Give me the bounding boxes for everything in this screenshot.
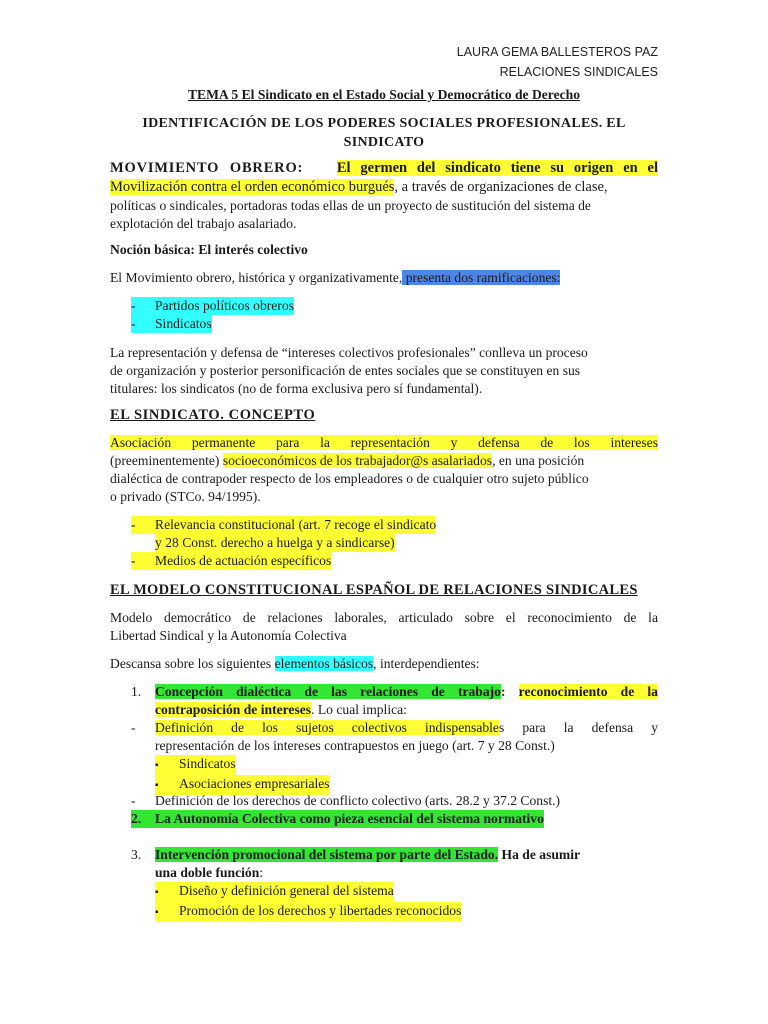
- list-item-continued: y 28 Const. derecho a huelga y a sindicarse): [155, 535, 395, 550]
- document-title: TEMA 5 El Sindicato en el Estado Social y Democrático de Derecho: [187, 87, 581, 102]
- modelo-heading: EL MODELO CONSTITUCIONAL ESPAÑOL DE RELACIONES SINDICALES: [110, 582, 638, 598]
- highlight-elementos: elementos básicos: [274, 656, 374, 671]
- descansa-line: Descansa sobre los siguientes elementos básicos, interdependientes:: [110, 656, 480, 671]
- highlight-autonomia: 2. La Autonomía Colectiva como pieza esencial del sistema normativo: [131, 811, 544, 826]
- list-item: - Medios de actuación específicos: [131, 553, 332, 568]
- section-subtitle: IDENTIFICACIÓN DE LOS PODERES SOCIALES PROFESIONALES. EL SINDICATO: [142, 116, 626, 150]
- list-item: ▪ Asociaciones empresariales: [155, 775, 330, 795]
- list-item: ▪ Promoción de los derechos y libertades reconocidos: [155, 902, 461, 922]
- highlight-socioeconomicos: socioeconómicos de los trabajador@s asalariados: [222, 453, 493, 468]
- definicion-sujetos: - Definición de los sujetos colectivos indispensables para la defensa y representación de los intereses contrapuestos en juego (art. 7 y 28 Const.): [131, 720, 658, 753]
- elemento-3: 3. Intervención promocional del sistema por parte del Estado. Ha de asumir una doble función:: [131, 847, 581, 880]
- highlight-intervencion: Intervención promocional del sistema por parte del Estado.: [155, 847, 499, 862]
- definicion-derechos: - Definición de los derechos de conflicto colectivo (arts. 28.2 y 37.2 Const.): [131, 793, 561, 808]
- sujetos-sublist: [155, 755, 330, 795]
- modelo-paragraph: Modelo democrático de relaciones laborales, articulado sobre el reconocimiento de la Libertad Sindical y la Autonomía Colectiva: [110, 610, 658, 643]
- concepto-paragraph: Asociación permanente para la representación y defensa de los intereses (preeminentemente) socioeconómicos de los trabajador@s asalariados, en una posición dialéctica de contrapoder respecto de los empleadores o de cualquier otro sujeto público o privado (STCo. 94/1995).: [110, 435, 658, 504]
- list-item: - Partidos políticos obreros: [131, 298, 294, 313]
- list-item: ▪ Diseño y definición general del sistema: [155, 882, 394, 902]
- funcion-sublist: [155, 882, 461, 922]
- ramificaciones-list: [131, 297, 294, 333]
- movimiento-paragraph: MOVIMIENTO OBRERO: El germen del sindicato tiene su origen en el Movilización contra el orden económico burgués, a través de organizaciones de clase, políticas o sindicales, portadoras todas ellas de un proyecto de sustitución del sistema de explotación del trabajo asalariado.: [110, 160, 659, 231]
- highlight-germen: El germen del sindicato tiene su origen en el: [336, 160, 659, 176]
- highlight-definicion: Definición de los sujetos colectivos indispensable: [155, 720, 499, 735]
- subject-name: RELACIONES SINDICALES: [499, 65, 658, 79]
- page-header: [457, 42, 658, 82]
- list-item: - Relevancia constitucional (art. 7 recoge el sindicato: [131, 517, 437, 532]
- list-item: ▪ Sindicatos: [155, 755, 236, 775]
- highlight-concepcion: Concepción dialéctica de las relaciones de trabajo: [155, 684, 501, 699]
- concepto-heading: EL SINDICATO. CONCEPTO: [110, 407, 316, 423]
- elemento-2: [131, 810, 544, 828]
- movimiento-label: MOVIMIENTO OBRERO:: [110, 160, 304, 176]
- nocion-heading: Noción básica: El interés colectivo: [110, 242, 308, 257]
- list-number: 3.: [131, 847, 142, 862]
- highlight-asociacion: Asociación permanente para la representación y defensa de los intereses: [110, 435, 658, 450]
- representacion-paragraph: La representación y defensa de “intereses colectivos profesionales” conlleva un proceso de organización y posterior personificación de entes sociales que se constituyen en sus titulares: los sindicatos (no de forma exclusiva pero sí fundamental).: [110, 345, 588, 396]
- concepto-list: [131, 516, 436, 570]
- highlight-ramificaciones: presenta dos ramificaciones:: [402, 270, 561, 285]
- highlight-movilizacion: Movilización contra el orden económico burgués: [110, 179, 395, 195]
- highlight-contraposicion: contraposición de intereses: [155, 702, 312, 717]
- ramificaciones-line: El Movimiento obrero, histórica y organizativamente, presenta dos ramificaciones:: [110, 270, 561, 285]
- author-name: LAURA GEMA BALLESTEROS PAZ: [456, 45, 658, 59]
- elemento-1: 1. Concepción dialéctica de las relaciones de trabajo: reconocimiento de la contraposición de intereses. Lo cual implica:: [131, 684, 658, 717]
- list-number: 1.: [131, 684, 142, 699]
- list-item: - Sindicatos: [131, 316, 212, 331]
